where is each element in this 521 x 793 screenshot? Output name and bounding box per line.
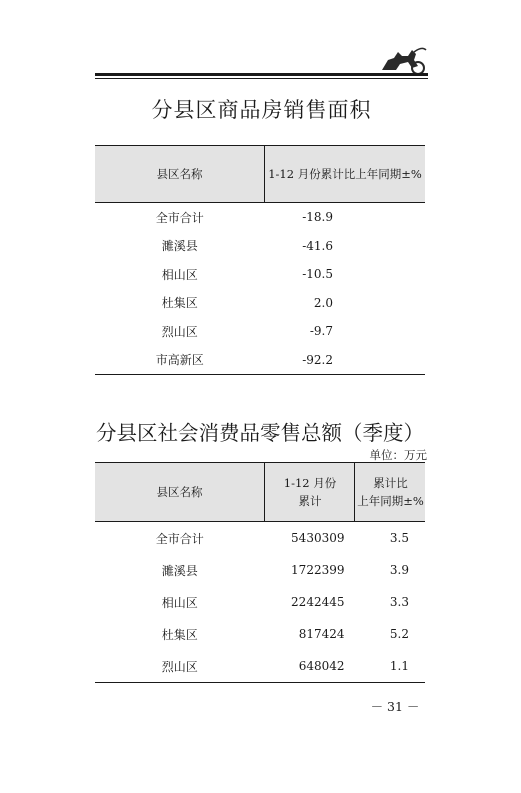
table-row [95, 618, 425, 650]
table2-cell-cumulative: 5430309 [291, 531, 345, 545]
header-rule-thin [95, 78, 428, 79]
table2-cell-change: 5.2 [389, 627, 409, 641]
table-row [95, 232, 425, 261]
table2-header-row [95, 463, 425, 522]
table2-cell-change: 3.9 [389, 563, 409, 577]
table1-cell-value: 2.0 [313, 295, 333, 310]
table1-cell-value: -41.6 [302, 238, 333, 253]
horse-logo-icon [378, 46, 428, 76]
table1-header-change: 1-12 月份累计比上年同期±% [265, 146, 426, 203]
page-number: － 31 － [370, 699, 420, 714]
table1-cell-name: 全市合计 [155, 210, 204, 225]
table1-cell-value: -18.9 [302, 210, 333, 225]
table1-cell-value: -92.2 [265, 346, 426, 375]
table1-cell-name: 濉溪县 [161, 239, 198, 254]
table-row [95, 522, 425, 555]
table1-cell-name: 相山区 [161, 267, 198, 282]
table1-cell-name: 杜集区 [161, 296, 198, 311]
table1-cell-name: 烈山区 [161, 324, 198, 339]
table1-title: 分县区商品房销售面积 [151, 98, 372, 122]
table2-cell-name: 全市合计 [155, 531, 204, 546]
table-row [95, 260, 425, 289]
table2-header-name: 县区名称 [95, 463, 265, 522]
table2-title: 分县区社会消费品零售总额（季度） [96, 421, 424, 445]
table2-cell-name: 相山区 [161, 595, 198, 610]
table2-cell-change: 1.1 [355, 650, 426, 683]
table-row [95, 317, 425, 346]
table2-cell-change: 3.5 [389, 531, 409, 545]
table2-cell-name: 濉溪县 [161, 563, 198, 578]
table-row [95, 554, 425, 586]
table1-cell-value: -10.5 [302, 267, 333, 282]
table2-header-cumulative [265, 463, 355, 522]
table2-header-change [355, 463, 426, 522]
table1 [95, 145, 425, 375]
table2-header-cumulative-line1: 1-12 月份 [283, 476, 337, 490]
table2-unit: 单位：万元 [369, 448, 427, 462]
table2-cell-change: 3.3 [389, 595, 409, 609]
table2 [95, 462, 425, 683]
table2-cell-cumulative: 2242445 [291, 595, 345, 609]
table2-cell-cumulative: 648042 [265, 650, 355, 683]
table2-cell-cumulative: 817424 [298, 627, 345, 641]
table2-cell-name: 杜集区 [161, 627, 198, 642]
header-rule-thick [95, 73, 428, 76]
table2-cell-name: 烈山区 [95, 650, 265, 683]
table-row [95, 586, 425, 618]
table2-header-change-line1: 累计比 [373, 476, 408, 490]
table1-header-name: 县区名称 [95, 146, 265, 203]
table2-cell-cumulative: 1722399 [291, 563, 345, 577]
table-row [95, 203, 425, 232]
table1-cell-name: 市高新区 [95, 346, 265, 375]
table-row [95, 650, 425, 683]
table1-header-row [95, 146, 425, 203]
table2-header-change-line2: 上年同期±% [357, 494, 424, 508]
table1-cell-value: -9.7 [309, 324, 333, 339]
table-row [95, 289, 425, 318]
table-row [95, 346, 425, 375]
table2-header-cumulative-line2: 累计 [298, 494, 322, 508]
